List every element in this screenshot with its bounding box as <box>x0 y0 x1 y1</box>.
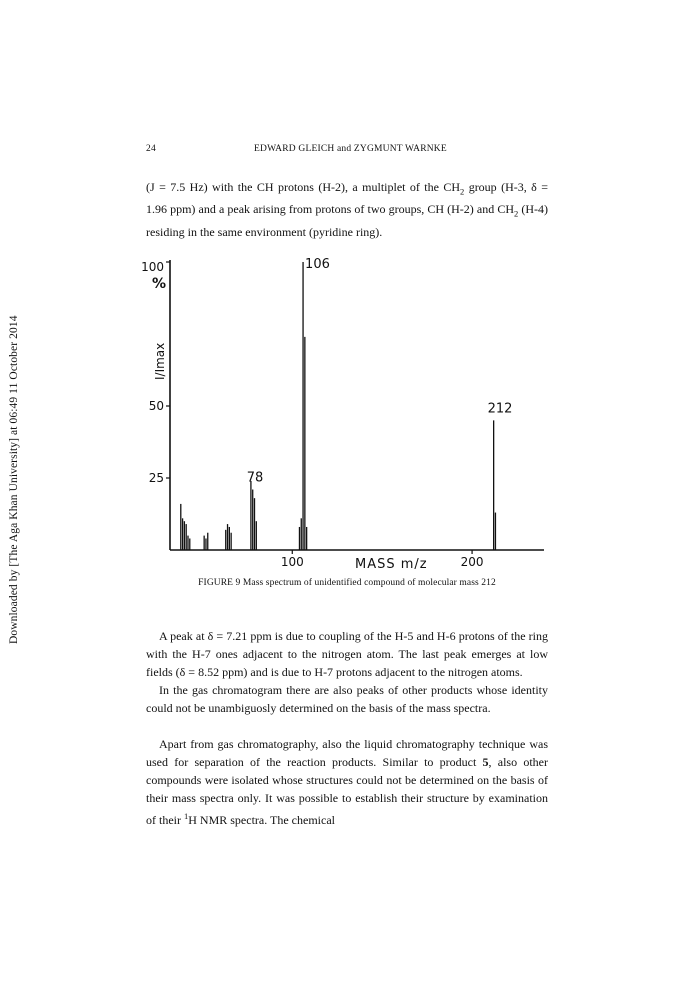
peak-label: 106 <box>305 257 330 272</box>
mass-spectrum-chart <box>140 252 550 572</box>
paragraph-3 <box>146 735 548 829</box>
paragraph-top <box>146 178 548 241</box>
peak-labels <box>247 257 513 486</box>
y-tick-label: 100 <box>141 260 164 274</box>
running-head: EDWARD GLEICH and ZYGMUNT WARNKE <box>254 144 447 154</box>
paragraph-3-run: 1 <box>184 811 189 821</box>
paragraph-top-run: 2 <box>460 186 465 197</box>
peaks <box>181 262 496 550</box>
x-axis-label: MASS m/z <box>355 557 428 572</box>
y-unit-label: % <box>152 276 167 292</box>
y-tick-label: 25 <box>148 471 164 485</box>
y-axis-label: I/Imax <box>153 342 167 380</box>
paragraph-top-run: (J = 7.5 Hz) with the CH protons (H-2), a multiplet of the CH <box>146 180 461 194</box>
paragraph-3-run: 5 <box>482 755 489 769</box>
page-number: 24 <box>146 144 156 154</box>
paragraph-1: A peak at δ = 7.21 ppm is due to coupling of the H-5 and H-6 protons of the ring with the H-7 ones adjacent to the nitrogen atom. The last peak emerges at low fields (δ = 8.52 ppm) and is due to H-7 protons adjacent to the nitrogen atoms. <box>146 629 548 679</box>
peak-label: 78 <box>246 470 264 486</box>
figure-caption: FIGURE 9 Mass spectrum of unidentified compound of molecular mass 212 <box>198 578 496 588</box>
download-watermark: Downloaded by [The Aga Khan University] at 06:49 11 October 2014 <box>8 315 20 645</box>
paragraph-3-run: , also other compounds were isolated whose structures could not be determined on the basis of their mass spectra only. It was possible to establish their structure by examination of their <box>146 755 548 827</box>
peak-label: 212 <box>487 401 513 417</box>
paragraph-top-run: 2 <box>514 208 519 219</box>
y-tick-label: 50 <box>148 399 164 413</box>
paragraph-top-run: (H-4) residing in the same environment (pyridine ring). <box>146 202 549 239</box>
paragraph-top-run: group (H-3, δ = 1.96 ppm) and a peak arising from protons of two groups, CH (H-2) and CH <box>146 180 548 217</box>
paragraph-3-run: Apart from gas chromatography, also the liquid chromatography technique was used for separation of the reaction products. Similar to product <box>146 737 548 769</box>
x-tick-label: 200 <box>460 555 484 569</box>
paragraph-3-run: H NMR spectra. The chemical <box>188 813 335 827</box>
x-tick-label: 100 <box>280 555 304 569</box>
paragraph-2: In the gas chromatogram there are also peaks of other products whose identity could not be unambiguosly determined on the basis of the mass spectra. <box>146 683 548 715</box>
